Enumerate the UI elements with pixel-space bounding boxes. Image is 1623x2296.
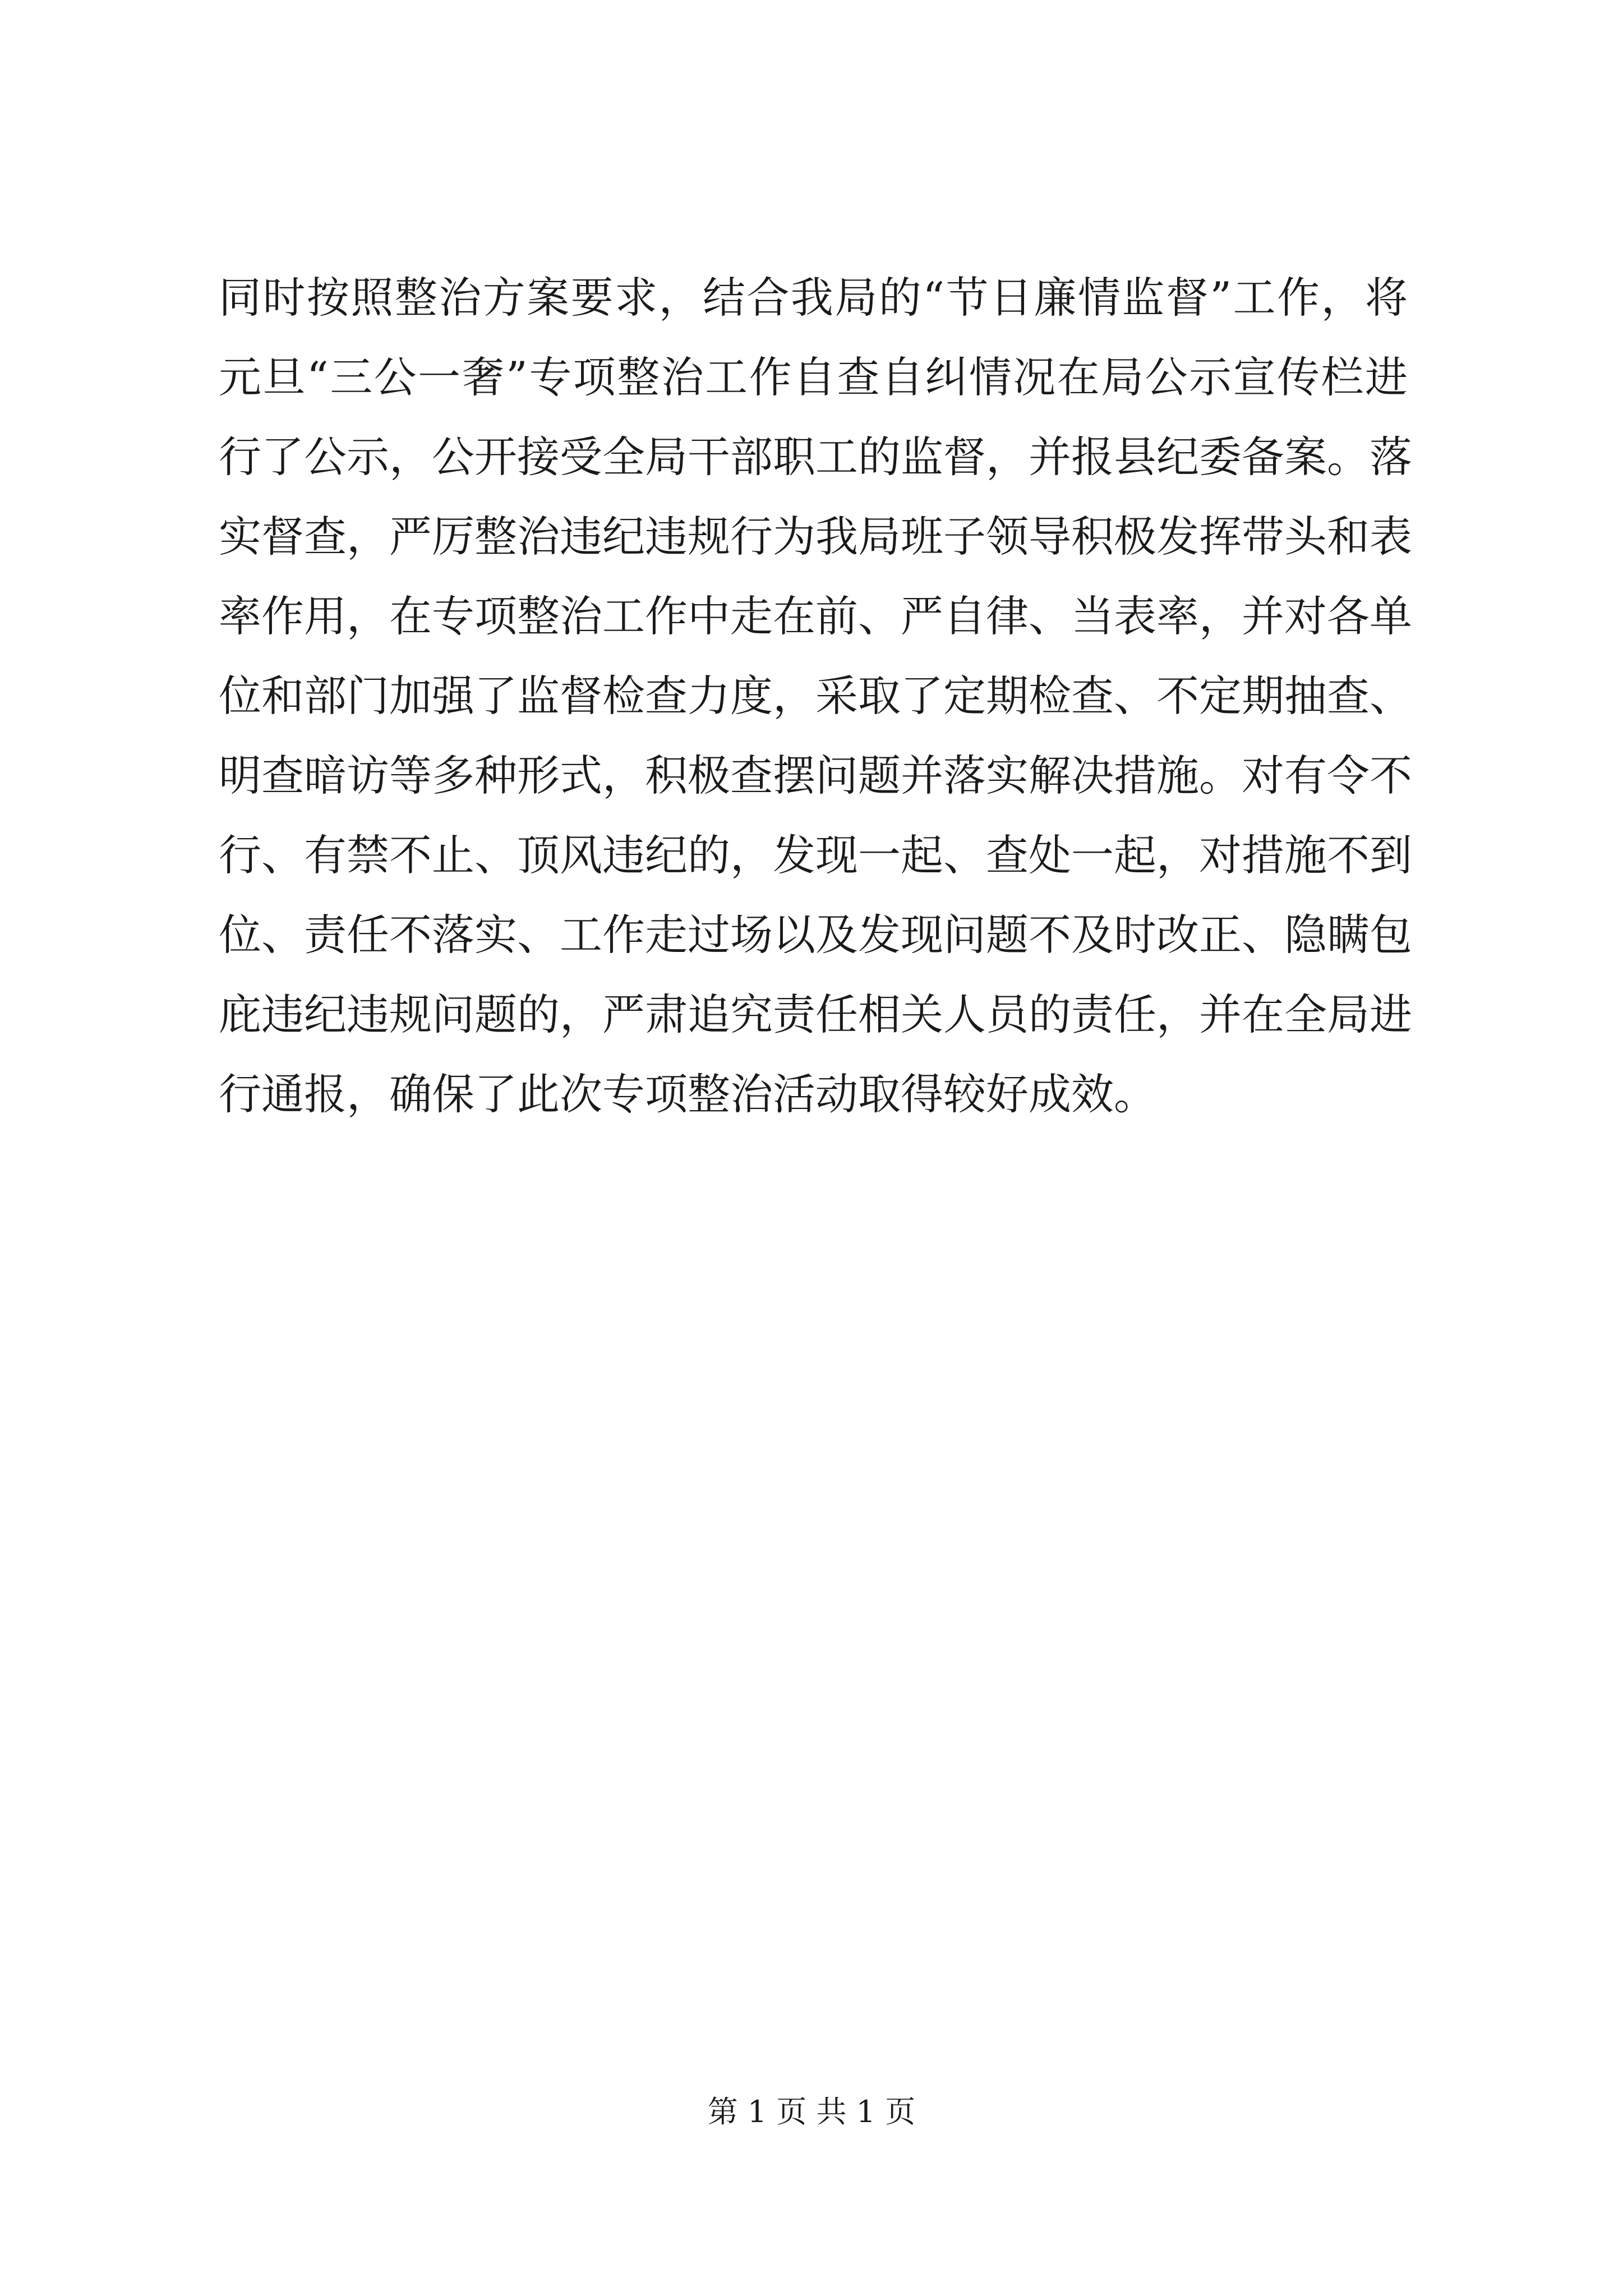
paragraph-line: 明查暗访等多种形式，积极查摆问题并落实解决措施。对有令不 xyxy=(219,751,1412,800)
paragraph-line: 元旦“三公一奢”专项整治工作自查自纠情况在局公示宣传栏进 xyxy=(219,352,1408,402)
paragraph-line: 同时按照整治方案要求，结合我局的“节日廉情监督”工作，将 xyxy=(219,273,1408,323)
page-footer: 第 1 页 共 1 页 xyxy=(707,2094,916,2129)
paragraph-line: 实督查，严厉整治违纪违规行为我局班子领导积极发挥带头和表 xyxy=(219,512,1412,562)
paragraph-line: 行、有禁不止、顶风违纪的，发现一起、查处一起，对措施不到 xyxy=(219,830,1412,880)
paragraph-line: 率作用，在专项整治工作中走在前、严自律、当表率，并对各单 xyxy=(219,591,1412,641)
paragraph-line: 行通报，确保了此次专项整治活动取得较好成效。 xyxy=(219,1069,1156,1119)
body-paragraph xyxy=(219,258,1412,1134)
paragraph-line: 位、责任不落实、工作走过场以及发现问题不及时改正、隐瞒包 xyxy=(219,910,1412,960)
paragraph-line: 位和部门加强了监督检查力度，采取了定期检查、不定期抽查、 xyxy=(219,671,1412,721)
paragraph-line: 行了公示，公开接受全局干部职工的监督，并报县纪委备案。落 xyxy=(219,432,1412,482)
paragraph-line: 庇违纪违规问题的，严肃追究责任相关人员的责任，并在全局进 xyxy=(219,990,1412,1039)
